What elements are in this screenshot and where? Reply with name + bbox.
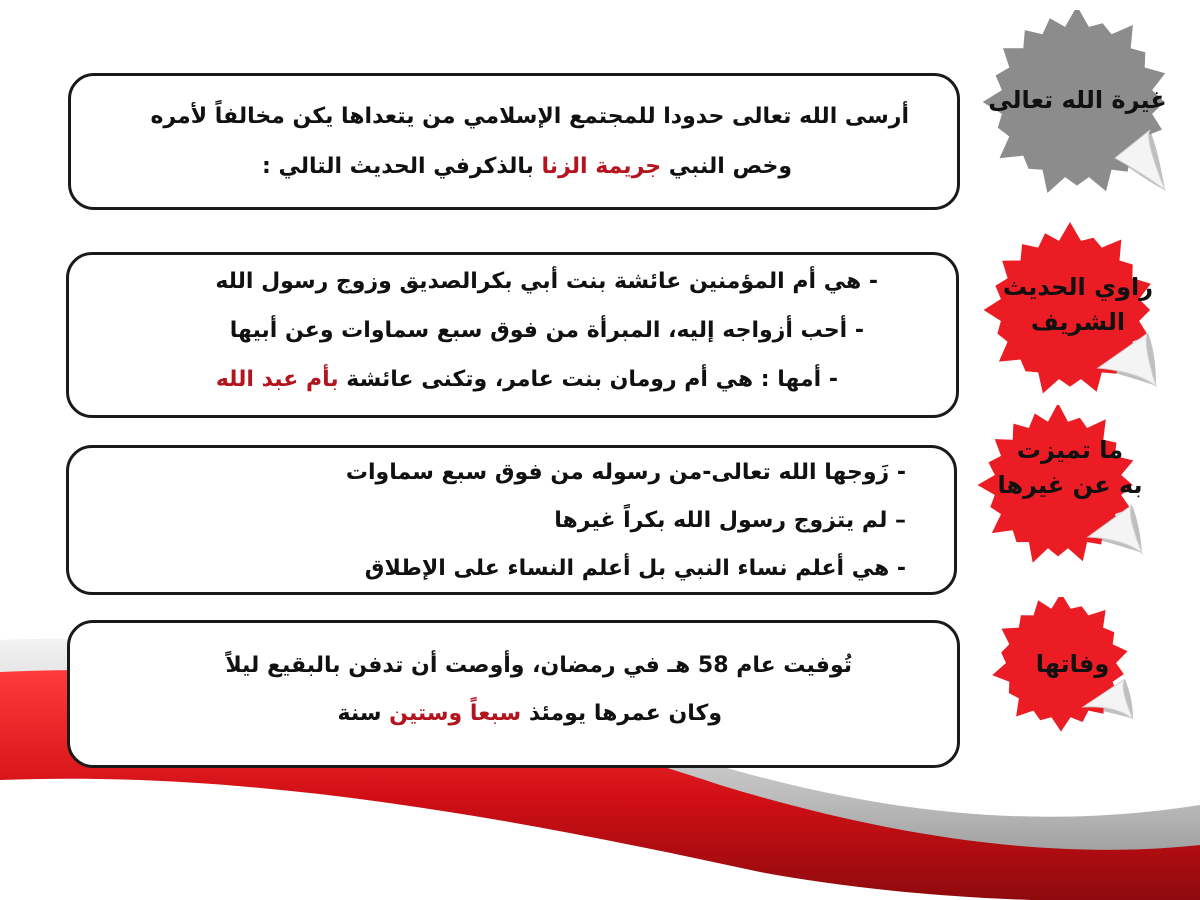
- highlighted-text: جريمة الزنا: [541, 154, 662, 179]
- badge-label-line: راوي الحديث: [1002, 273, 1154, 301]
- death-line-2: [70, 701, 722, 726]
- body-text: - هي أم المؤمنين عائشة بنت أبي بكرالصديق وزوج رسول الله: [215, 269, 878, 294]
- body-text: سنة: [337, 701, 390, 726]
- badge-death: [985, 597, 1160, 737]
- badge-death-label: [985, 647, 1160, 682]
- badge-gods-jealousy-label: [965, 83, 1190, 118]
- distinctions-line-3: [69, 556, 906, 581]
- badge-label-line: به عن غيرها: [997, 470, 1143, 499]
- badge-label-line: ما تميزت: [1016, 436, 1124, 464]
- body-text: – لم يتزوج رسول الله بكراً غيرها: [554, 508, 906, 533]
- intro-line-2: [71, 154, 792, 179]
- highlighted-text: بأم عبد الله: [215, 367, 339, 392]
- distinctions-box: [66, 445, 957, 595]
- badge-distinctions-label: [970, 433, 1170, 503]
- distinctions-line-1: [69, 460, 906, 485]
- body-text: - هي أعلم نساء النبي بل أعلم النساء على الإطلاق: [364, 556, 906, 581]
- death-box: [67, 620, 960, 768]
- body-text: - زَوجها الله تعالى-من رسوله من فوق سبع سماوات: [345, 460, 906, 485]
- badge-label-line: وفاتها: [1035, 650, 1110, 678]
- badge-narrator: [978, 218, 1178, 418]
- body-text: تُوفيت عام 58 هـ في رمضان، وأوصت أن تدفن بالبقيع ليلاً: [225, 653, 852, 678]
- body-text: بالذكرفي الحديث التالي :: [262, 154, 542, 179]
- body-text: وخص النبي: [661, 154, 792, 179]
- distinctions-line-2: [69, 508, 906, 533]
- death-line-1: [70, 653, 852, 678]
- body-text: أرسى الله تعالى حدودا للمجتمع الإسلامي من يتعداها يكن مخالفاً لأمره: [150, 104, 909, 129]
- intro-box: [68, 73, 960, 210]
- body-text: - أحب أزواجه إليه، المبرأة من فوق سبع سماوات وعن أبيها: [229, 318, 864, 343]
- badge-label-line: الشريف: [1030, 307, 1126, 336]
- intro-line-1: [71, 104, 909, 129]
- narrator-box: [66, 252, 959, 418]
- narrator-line-3: [69, 367, 838, 392]
- badge-label-line: غيرة الله تعالى: [988, 86, 1167, 114]
- narrator-line-1: [69, 269, 878, 294]
- highlighted-text: سبعاً وستين: [389, 701, 522, 726]
- badge-narrator-label: [978, 270, 1178, 340]
- badge-gods-jealousy: [965, 10, 1190, 210]
- narrator-line-2: [69, 318, 864, 343]
- badge-distinctions: [970, 405, 1170, 585]
- body-text: وكان عمرها يومئذ: [521, 701, 722, 726]
- body-text: - أمها : هي أم رومان بنت عامر، وتكنى عائشة: [338, 367, 838, 392]
